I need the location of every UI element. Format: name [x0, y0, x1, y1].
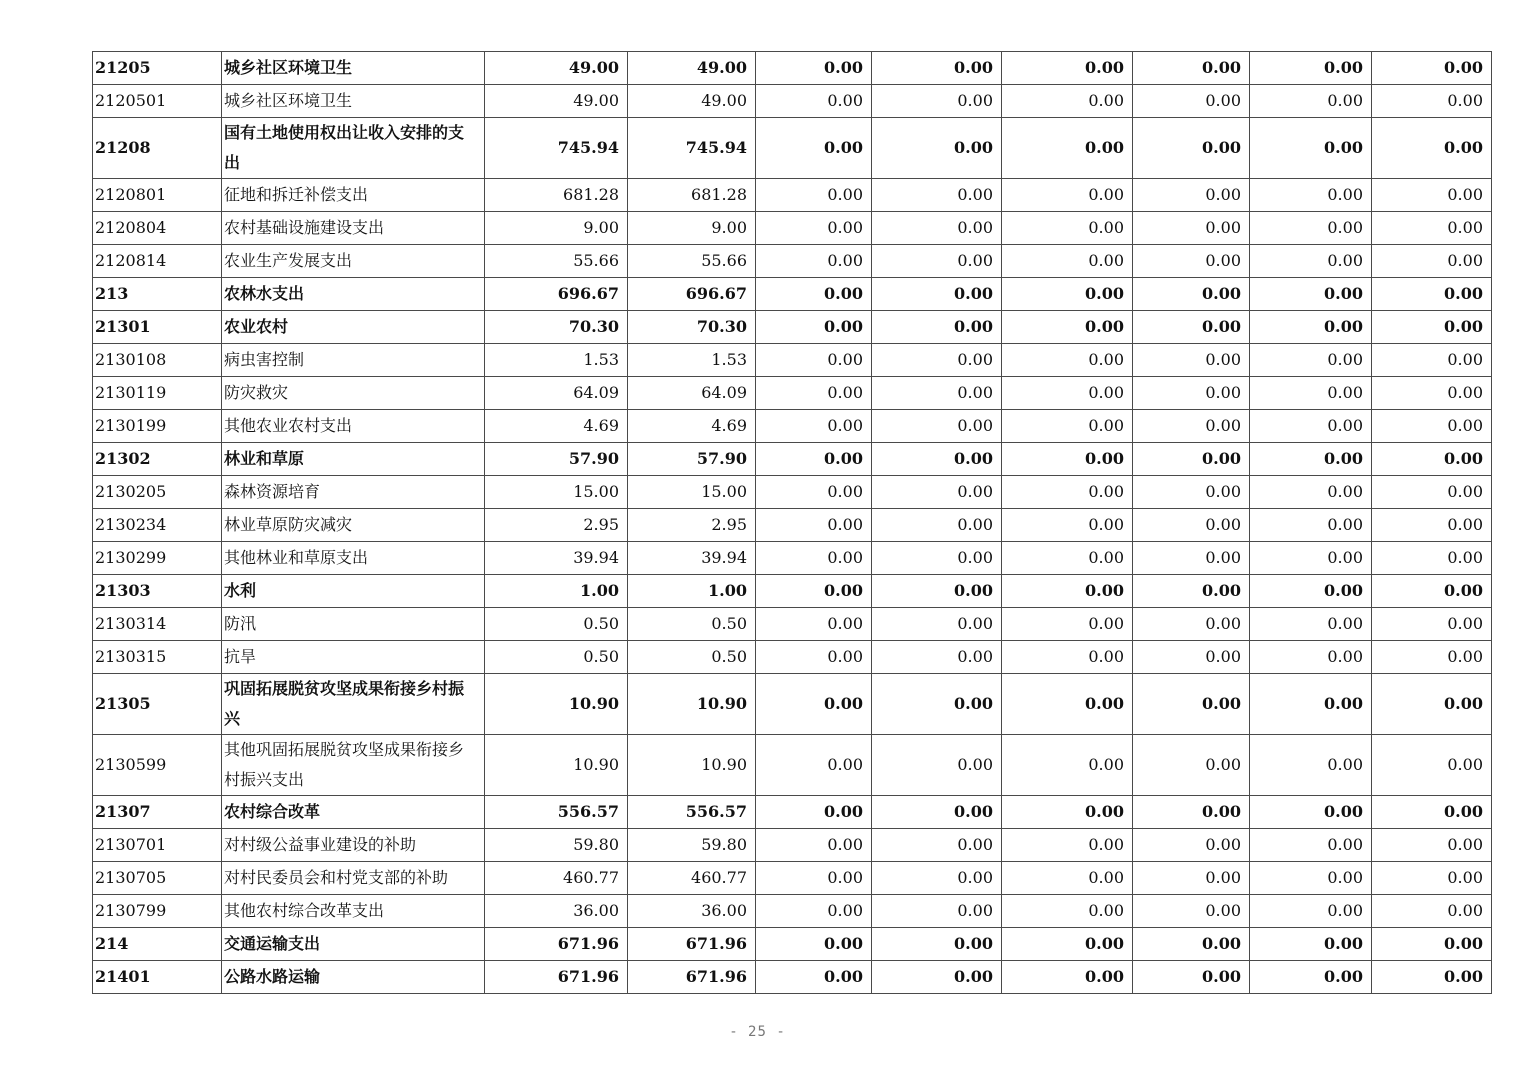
amount-cell: 0.00: [1002, 928, 1133, 961]
amount-cell: 0.00: [1133, 961, 1250, 994]
subject-name-cell: 其他林业和草原支出: [222, 542, 485, 575]
amount-cell: 0.00: [872, 961, 1002, 994]
subject-code-cell: 2130205: [93, 476, 222, 509]
amount-cell: 0.00: [1002, 377, 1133, 410]
subject-code-cell: 21303: [93, 575, 222, 608]
amount-cell: 0.00: [1250, 52, 1372, 85]
table-row: [93, 278, 1492, 311]
amount-cell: 0.00: [756, 52, 872, 85]
amount-cell: 0.00: [1002, 278, 1133, 311]
amount-cell: 0.00: [1002, 608, 1133, 641]
amount-cell: 0.50: [485, 608, 628, 641]
amount-cell: 0.00: [872, 928, 1002, 961]
amount-cell: 0.00: [1250, 410, 1372, 443]
amount-cell: 460.77: [485, 862, 628, 895]
amount-cell: 0.00: [1133, 118, 1250, 179]
amount-cell: 0.00: [756, 829, 872, 862]
amount-cell: 0.00: [872, 179, 1002, 212]
subject-code-cell: 2130314: [93, 608, 222, 641]
table-row: [93, 118, 1492, 179]
table-row: [93, 311, 1492, 344]
table-row: [93, 245, 1492, 278]
amount-cell: 0.00: [1250, 928, 1372, 961]
amount-cell: 0.00: [1250, 674, 1372, 735]
amount-cell: 1.00: [628, 575, 756, 608]
table-row: [93, 344, 1492, 377]
amount-cell: 0.00: [1372, 52, 1492, 85]
amount-cell: 0.00: [756, 179, 872, 212]
table-row: [93, 179, 1492, 212]
subject-code-cell: 213: [93, 278, 222, 311]
amount-cell: 4.69: [628, 410, 756, 443]
amount-cell: 0.00: [1002, 796, 1133, 829]
table-row: [93, 542, 1492, 575]
table-row: [93, 674, 1492, 735]
amount-cell: 0.00: [1133, 862, 1250, 895]
amount-cell: 64.09: [485, 377, 628, 410]
amount-cell: 556.57: [485, 796, 628, 829]
amount-cell: 0.00: [1372, 961, 1492, 994]
amount-cell: 0.00: [872, 85, 1002, 118]
amount-cell: 0.00: [1372, 928, 1492, 961]
amount-cell: 0.00: [1133, 608, 1250, 641]
amount-cell: 0.00: [872, 311, 1002, 344]
amount-cell: 0.00: [1372, 608, 1492, 641]
subject-code-cell: 21302: [93, 443, 222, 476]
subject-code-cell: 214: [93, 928, 222, 961]
amount-cell: 49.00: [485, 52, 628, 85]
amount-cell: 55.66: [628, 245, 756, 278]
amount-cell: 0.00: [756, 735, 872, 796]
amount-cell: 0.00: [1250, 245, 1372, 278]
amount-cell: 0.00: [1372, 641, 1492, 674]
amount-cell: 0.00: [1250, 862, 1372, 895]
subject-code-cell: 2130799: [93, 895, 222, 928]
subject-code-cell: 21301: [93, 311, 222, 344]
amount-cell: 0.00: [1002, 179, 1133, 212]
amount-cell: 0.00: [872, 608, 1002, 641]
amount-cell: 0.00: [1372, 278, 1492, 311]
amount-cell: 0.00: [1372, 674, 1492, 735]
subject-name-cell: 林业和草原: [222, 443, 485, 476]
amount-cell: 0.00: [872, 796, 1002, 829]
subject-code-cell: 2130599: [93, 735, 222, 796]
table-row: [93, 443, 1492, 476]
table-row: [93, 476, 1492, 509]
amount-cell: 0.00: [1133, 311, 1250, 344]
amount-cell: 0.00: [1133, 410, 1250, 443]
subject-name-cell: 公路水路运输: [222, 961, 485, 994]
subject-code-cell: 21208: [93, 118, 222, 179]
amount-cell: 0.00: [1250, 344, 1372, 377]
amount-cell: 0.00: [1133, 344, 1250, 377]
amount-cell: 9.00: [485, 212, 628, 245]
amount-cell: 0.00: [1372, 85, 1492, 118]
subject-code-cell: 2130315: [93, 641, 222, 674]
amount-cell: 49.00: [485, 85, 628, 118]
table-row: [93, 829, 1492, 862]
subject-name-cell: 农业农村: [222, 311, 485, 344]
amount-cell: 0.00: [1002, 311, 1133, 344]
amount-cell: 0.00: [1002, 85, 1133, 118]
amount-cell: 0.00: [872, 212, 1002, 245]
amount-cell: 0.00: [1002, 509, 1133, 542]
amount-cell: 671.96: [628, 928, 756, 961]
amount-cell: 0.00: [1133, 895, 1250, 928]
amount-cell: 57.90: [628, 443, 756, 476]
amount-cell: 0.00: [756, 278, 872, 311]
subject-name-cell: 城乡社区环境卫生: [222, 85, 485, 118]
subject-name-cell: 其他农业农村支出: [222, 410, 485, 443]
subject-name-cell: 农业生产发展支出: [222, 245, 485, 278]
amount-cell: 0.00: [756, 961, 872, 994]
amount-cell: 0.00: [872, 862, 1002, 895]
amount-cell: 696.67: [628, 278, 756, 311]
amount-cell: 0.00: [872, 735, 1002, 796]
amount-cell: 0.00: [1372, 895, 1492, 928]
amount-cell: 0.00: [1250, 961, 1372, 994]
amount-cell: 0.00: [1250, 212, 1372, 245]
amount-cell: 0.00: [1250, 608, 1372, 641]
amount-cell: 0.00: [1133, 52, 1250, 85]
amount-cell: 0.00: [756, 118, 872, 179]
amount-cell: 0.00: [1250, 895, 1372, 928]
amount-cell: 0.00: [1250, 377, 1372, 410]
amount-cell: 0.00: [1372, 735, 1492, 796]
amount-cell: 59.80: [628, 829, 756, 862]
subject-code-cell: 2130705: [93, 862, 222, 895]
subject-name-cell: 其他巩固拓展脱贫攻坚成果衔接乡村振兴支出: [222, 735, 485, 796]
table-row: [93, 410, 1492, 443]
table-row: [93, 509, 1492, 542]
table-row: [93, 928, 1492, 961]
amount-cell: 681.28: [485, 179, 628, 212]
amount-cell: 0.00: [872, 674, 1002, 735]
amount-cell: 0.00: [1372, 410, 1492, 443]
amount-cell: 0.00: [1133, 377, 1250, 410]
subject-code-cell: 2130701: [93, 829, 222, 862]
amount-cell: 0.00: [1250, 179, 1372, 212]
subject-code-cell: 2130108: [93, 344, 222, 377]
amount-cell: 0.50: [628, 608, 756, 641]
amount-cell: 0.00: [756, 674, 872, 735]
amount-cell: 0.00: [1133, 829, 1250, 862]
amount-cell: 0.00: [1250, 443, 1372, 476]
amount-cell: 0.50: [628, 641, 756, 674]
amount-cell: 0.00: [1250, 542, 1372, 575]
amount-cell: 0.00: [1372, 476, 1492, 509]
amount-cell: 0.00: [1372, 179, 1492, 212]
subject-name-cell: 农林水支出: [222, 278, 485, 311]
amount-cell: 0.00: [872, 344, 1002, 377]
amount-cell: 0.00: [756, 476, 872, 509]
amount-cell: 556.57: [628, 796, 756, 829]
amount-cell: 70.30: [485, 311, 628, 344]
amount-cell: 0.00: [1250, 278, 1372, 311]
amount-cell: 55.66: [485, 245, 628, 278]
amount-cell: 0.00: [1372, 542, 1492, 575]
amount-cell: 0.00: [756, 509, 872, 542]
subject-code-cell: 2120814: [93, 245, 222, 278]
amount-cell: 681.28: [628, 179, 756, 212]
amount-cell: 0.00: [1002, 961, 1133, 994]
amount-cell: 0.00: [1002, 542, 1133, 575]
amount-cell: 0.00: [1372, 829, 1492, 862]
table-row: [93, 735, 1492, 796]
amount-cell: 0.00: [1133, 542, 1250, 575]
subject-name-cell: 国有土地使用权出让收入安排的支出: [222, 118, 485, 179]
amount-cell: 0.00: [756, 928, 872, 961]
subject-code-cell: 2120804: [93, 212, 222, 245]
subject-code-cell: 2120801: [93, 179, 222, 212]
subject-name-cell: 农村基础设施建设支出: [222, 212, 485, 245]
table-row: [93, 641, 1492, 674]
amount-cell: 0.00: [1002, 443, 1133, 476]
amount-cell: 0.00: [756, 575, 872, 608]
amount-cell: 745.94: [485, 118, 628, 179]
amount-cell: 4.69: [485, 410, 628, 443]
subject-code-cell: 21305: [93, 674, 222, 735]
amount-cell: 0.00: [1250, 311, 1372, 344]
amount-cell: 0.00: [1133, 245, 1250, 278]
amount-cell: 49.00: [628, 85, 756, 118]
amount-cell: 36.00: [628, 895, 756, 928]
amount-cell: 0.50: [485, 641, 628, 674]
amount-cell: 0.00: [756, 895, 872, 928]
amount-cell: 0.00: [872, 278, 1002, 311]
amount-cell: 671.96: [628, 961, 756, 994]
amount-cell: 49.00: [628, 52, 756, 85]
subject-name-cell: 城乡社区环境卫生: [222, 52, 485, 85]
amount-cell: 0.00: [872, 443, 1002, 476]
amount-cell: 0.00: [1133, 641, 1250, 674]
amount-cell: 0.00: [872, 410, 1002, 443]
amount-cell: 0.00: [872, 895, 1002, 928]
amount-cell: 0.00: [1372, 509, 1492, 542]
amount-cell: 0.00: [1002, 895, 1133, 928]
amount-cell: 0.00: [756, 862, 872, 895]
amount-cell: 0.00: [756, 212, 872, 245]
amount-cell: 1.53: [628, 344, 756, 377]
amount-cell: 0.00: [1250, 796, 1372, 829]
table-row: [93, 961, 1492, 994]
subject-name-cell: 森林资源培育: [222, 476, 485, 509]
amount-cell: 0.00: [1002, 410, 1133, 443]
table-row: [93, 212, 1492, 245]
amount-cell: 0.00: [1133, 735, 1250, 796]
amount-cell: 0.00: [1002, 641, 1133, 674]
table-row: [93, 608, 1492, 641]
budget-table: [92, 51, 1492, 994]
amount-cell: 0.00: [872, 52, 1002, 85]
amount-cell: 0.00: [1250, 476, 1372, 509]
amount-cell: 0.00: [1002, 829, 1133, 862]
amount-cell: 0.00: [756, 641, 872, 674]
amount-cell: 0.00: [756, 608, 872, 641]
amount-cell: 0.00: [1372, 443, 1492, 476]
amount-cell: 0.00: [872, 641, 1002, 674]
amount-cell: 0.00: [1133, 509, 1250, 542]
amount-cell: 0.00: [1250, 829, 1372, 862]
amount-cell: 0.00: [1372, 118, 1492, 179]
amount-cell: 2.95: [628, 509, 756, 542]
amount-cell: 0.00: [756, 245, 872, 278]
amount-cell: 0.00: [1250, 118, 1372, 179]
amount-cell: 0.00: [1133, 443, 1250, 476]
subject-name-cell: 林业草原防灾减灾: [222, 509, 485, 542]
amount-cell: 460.77: [628, 862, 756, 895]
subject-name-cell: 抗旱: [222, 641, 485, 674]
subject-code-cell: 2120501: [93, 85, 222, 118]
amount-cell: 0.00: [1002, 344, 1133, 377]
amount-cell: 0.00: [1133, 674, 1250, 735]
amount-cell: 0.00: [1133, 179, 1250, 212]
amount-cell: 15.00: [628, 476, 756, 509]
amount-cell: 0.00: [1250, 575, 1372, 608]
subject-name-cell: 其他农村综合改革支出: [222, 895, 485, 928]
subject-name-cell: 巩固拓展脱贫攻坚成果衔接乡村振兴: [222, 674, 485, 735]
amount-cell: 0.00: [1250, 509, 1372, 542]
amount-cell: 0.00: [1002, 735, 1133, 796]
amount-cell: 59.80: [485, 829, 628, 862]
amount-cell: 0.00: [1372, 212, 1492, 245]
amount-cell: 671.96: [485, 928, 628, 961]
amount-cell: 10.90: [628, 674, 756, 735]
table-row: [93, 85, 1492, 118]
subject-name-cell: 水利: [222, 575, 485, 608]
subject-name-cell: 对村级公益事业建设的补助: [222, 829, 485, 862]
subject-name-cell: 防汛: [222, 608, 485, 641]
amount-cell: 0.00: [1002, 674, 1133, 735]
amount-cell: 0.00: [1002, 476, 1133, 509]
amount-cell: 0.00: [756, 542, 872, 575]
table-row: [93, 895, 1492, 928]
amount-cell: 0.00: [756, 311, 872, 344]
amount-cell: 0.00: [1002, 52, 1133, 85]
subject-code-cell: 21205: [93, 52, 222, 85]
amount-cell: 0.00: [1250, 735, 1372, 796]
amount-cell: 1.53: [485, 344, 628, 377]
amount-cell: 0.00: [1133, 212, 1250, 245]
amount-cell: 64.09: [628, 377, 756, 410]
amount-cell: 0.00: [756, 85, 872, 118]
subject-code-cell: 2130234: [93, 509, 222, 542]
subject-code-cell: 2130199: [93, 410, 222, 443]
amount-cell: 0.00: [756, 377, 872, 410]
amount-cell: 15.00: [485, 476, 628, 509]
amount-cell: 0.00: [1002, 245, 1133, 278]
amount-cell: 0.00: [872, 118, 1002, 179]
amount-cell: 0.00: [1002, 212, 1133, 245]
amount-cell: 0.00: [1002, 575, 1133, 608]
budget-table-container: [92, 51, 1492, 994]
amount-cell: 0.00: [1372, 377, 1492, 410]
amount-cell: 39.94: [485, 542, 628, 575]
table-row: [93, 377, 1492, 410]
amount-cell: 696.67: [485, 278, 628, 311]
amount-cell: 0.00: [872, 575, 1002, 608]
amount-cell: 0.00: [872, 245, 1002, 278]
subject-code-cell: 21307: [93, 796, 222, 829]
amount-cell: 0.00: [1133, 796, 1250, 829]
amount-cell: 0.00: [1372, 311, 1492, 344]
amount-cell: 0.00: [1250, 641, 1372, 674]
amount-cell: 57.90: [485, 443, 628, 476]
amount-cell: 0.00: [756, 410, 872, 443]
table-row: [93, 862, 1492, 895]
amount-cell: 0.00: [1372, 862, 1492, 895]
amount-cell: 0.00: [1133, 476, 1250, 509]
amount-cell: 0.00: [1133, 928, 1250, 961]
amount-cell: 0.00: [872, 829, 1002, 862]
amount-cell: 9.00: [628, 212, 756, 245]
amount-cell: 0.00: [1372, 344, 1492, 377]
page-number: - 25 -: [729, 1024, 786, 1040]
amount-cell: 0.00: [1250, 85, 1372, 118]
amount-cell: 0.00: [1002, 862, 1133, 895]
subject-name-cell: 农村综合改革: [222, 796, 485, 829]
amount-cell: 0.00: [872, 542, 1002, 575]
table-row: [93, 796, 1492, 829]
amount-cell: 0.00: [756, 796, 872, 829]
amount-cell: 0.00: [1133, 85, 1250, 118]
subject-code-cell: 2130299: [93, 542, 222, 575]
amount-cell: 0.00: [1372, 796, 1492, 829]
amount-cell: 0.00: [1002, 118, 1133, 179]
amount-cell: 10.90: [628, 735, 756, 796]
table-body: [93, 52, 1492, 994]
table-row: [93, 52, 1492, 85]
amount-cell: 0.00: [872, 509, 1002, 542]
amount-cell: 36.00: [485, 895, 628, 928]
amount-cell: 0.00: [1372, 575, 1492, 608]
amount-cell: 745.94: [628, 118, 756, 179]
subject-name-cell: 交通运输支出: [222, 928, 485, 961]
amount-cell: 1.00: [485, 575, 628, 608]
subject-name-cell: 对村民委员会和村党支部的补助: [222, 862, 485, 895]
amount-cell: 70.30: [628, 311, 756, 344]
amount-cell: 10.90: [485, 674, 628, 735]
subject-name-cell: 防灾救灾: [222, 377, 485, 410]
subject-name-cell: 征地和拆迁补偿支出: [222, 179, 485, 212]
amount-cell: 0.00: [756, 443, 872, 476]
amount-cell: 10.90: [485, 735, 628, 796]
amount-cell: 39.94: [628, 542, 756, 575]
amount-cell: 671.96: [485, 961, 628, 994]
table-row: [93, 575, 1492, 608]
amount-cell: 0.00: [1133, 278, 1250, 311]
amount-cell: 0.00: [756, 344, 872, 377]
amount-cell: 0.00: [1372, 245, 1492, 278]
subject-name-cell: 病虫害控制: [222, 344, 485, 377]
subject-code-cell: 2130119: [93, 377, 222, 410]
amount-cell: 0.00: [872, 476, 1002, 509]
amount-cell: 0.00: [872, 377, 1002, 410]
amount-cell: 2.95: [485, 509, 628, 542]
amount-cell: 0.00: [1133, 575, 1250, 608]
subject-code-cell: 21401: [93, 961, 222, 994]
